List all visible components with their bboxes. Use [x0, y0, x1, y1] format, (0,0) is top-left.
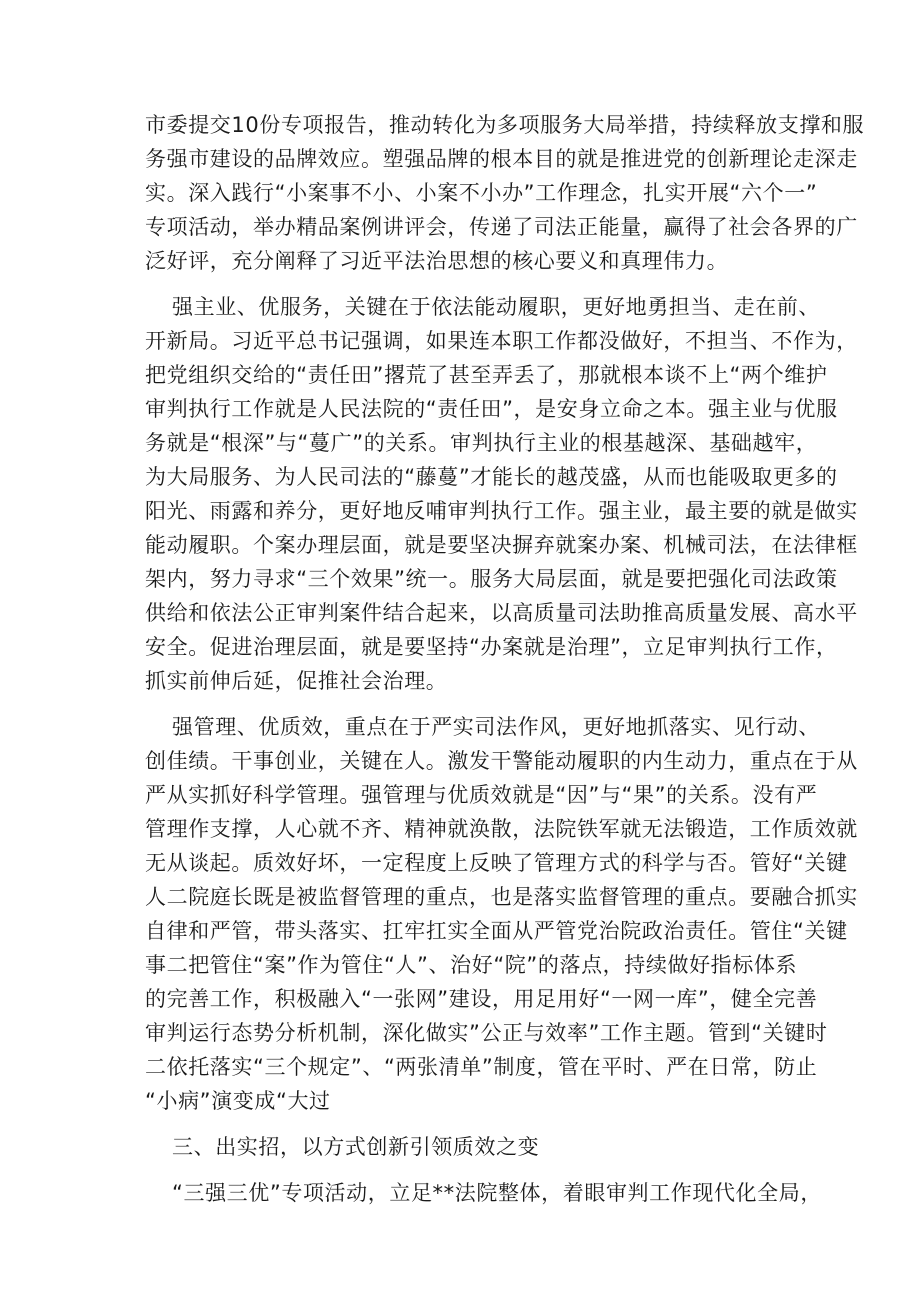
- text-line: 市委提交10份专项报告，推动转化为多项服务大局举措，持续释放支撑和服: [145, 113, 865, 137]
- text-line: 事二把管住“案”作为管住“人”、治好“院”的落点，持续做好指标体系: [145, 953, 798, 977]
- text-line: 管理作支撑，人心就不齐、精神就涣散，法院铁军就无法锻造，工作质效就: [145, 817, 858, 841]
- text-line: “三强三优”专项活动，立足**法院整体，着眼审判工作现代化全局，: [172, 1181, 822, 1205]
- section-heading-3: [145, 1130, 835, 1164]
- text-line: 能动履职。个案办理层面，就是要坚决摒弃就案办案、机械司法，在法律框: [145, 533, 858, 557]
- text-line: 务就是“根深”与“蔓广”的关系。审判执行主业的根基越深、基础越牢，: [145, 431, 818, 455]
- text-line: 的完善工作，积极融入“一张网”建设，用足用好“一网一库”，健全完善: [145, 987, 818, 1011]
- paragraph-4: [145, 1176, 835, 1210]
- text-line: 把党组织交给的“责任田”撂荒了甚至弄丢了，那就根本谈不上“两个维护: [145, 363, 828, 387]
- paragraph-3: [145, 710, 858, 1118]
- text-line: 强主业、优服务，关键在于依法能动履职，更好地勇担当、走在前、: [172, 295, 820, 319]
- text-line: 自律和严管，带头落实、扛牢扛实全面从严管党治院政治责任。管住“关键: [145, 919, 848, 943]
- text-line: 阳光、雨露和养分，更好地反哺审判执行工作。强主业，最主要的就是做实: [145, 499, 858, 523]
- text-line: 强管理、优质效，重点在于严实司法作风，更好地抓落实、见行动、: [172, 715, 820, 739]
- text-line: 无从谈起。质效好坏，一定程度上反映了管理方式的科学与否。管好“关键: [145, 851, 848, 875]
- text-line: 二依托落实“三个规定”、“两张清单”制度，管在平时、严在日常，防止: [145, 1055, 818, 1079]
- text-line: 抓实前伸后延，促推社会治理。: [145, 669, 448, 693]
- section-heading: 三、出实招，以方式创新引领质效之变: [172, 1135, 540, 1159]
- paragraph-2: [145, 290, 858, 698]
- document-body: [145, 108, 865, 1210]
- text-line: 安全。促进治理层面，就是要坚持“办案就是治理”，立足审判执行工作，: [145, 635, 838, 659]
- text-line: 审判执行工作就是人民法院的“责任田”，是安身立命之本。强主业与优服: [145, 397, 838, 421]
- text-line: 供给和依法公正审判案件结合起来，以高质量司法助推高质量发展、高水平: [145, 601, 858, 625]
- text-line: 创佳绩。干事创业，关键在人。激发干警能动履职的内生动力，重点在于从: [145, 749, 858, 773]
- text-line: 开新局。习近平总书记强调，如果连本职工作都没做好，不担当、不作为，: [145, 329, 858, 353]
- text-line: 为大局服务、为人民司法的“藤蔓”才能长的越茂盛，从而也能吸取更多的: [145, 465, 838, 489]
- text-line: 实。深入践行“小案事不小、小案不小办”工作理念，扎实开展“六个一”: [145, 181, 818, 205]
- text-line: 严从实抓好科学管理。强管理与优质效就是“因”与“果”的关系。没有严: [145, 783, 818, 807]
- text-line: 架内，努力寻求“三个效果”统一。服务大局层面，就是要把强化司法政策: [145, 567, 838, 591]
- text-line: 审判运行态势分析机制，深化做实”公正与效率”工作主题。管到“关键时: [145, 1021, 828, 1045]
- text-line: 泛好评，充分阐释了习近平法治思想的核心要义和真理伟力。: [145, 249, 729, 273]
- paragraph-1: [145, 108, 865, 278]
- text-line: 人二院庭长既是被监督管理的重点，也是落实监督管理的重点。要融合抓实: [145, 885, 858, 909]
- text-line: 专项活动，举办精品案例讲评会，传递了司法正能量，赢得了社会各界的广: [145, 215, 858, 239]
- text-line: 务强市建设的品牌效应。塑强品牌的根本目的就是推进党的创新理论走深走: [145, 147, 858, 171]
- text-line: “小病”演变成“大过: [145, 1089, 331, 1113]
